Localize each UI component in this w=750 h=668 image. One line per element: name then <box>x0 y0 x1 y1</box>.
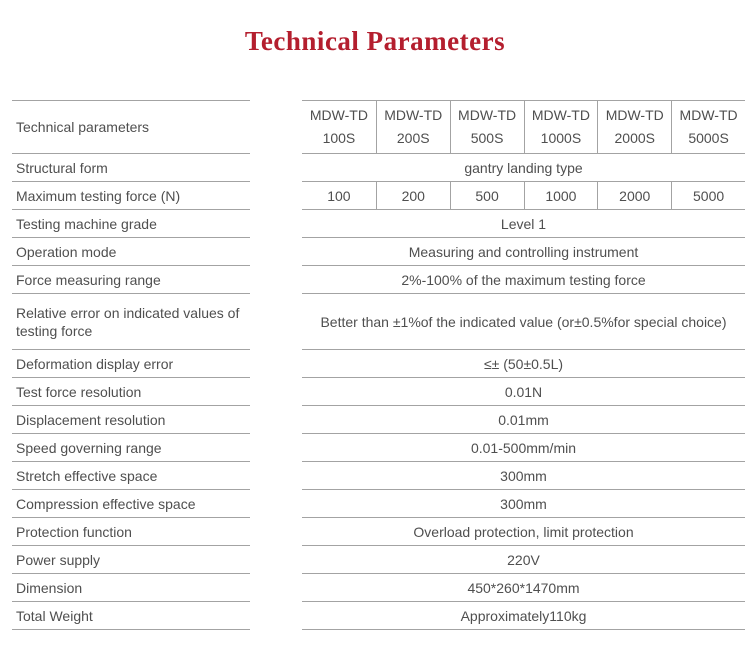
table-row-speed-governing-range <box>12 434 745 462</box>
row-label: Displacement resolution <box>12 406 250 434</box>
header-cell-2000s <box>597 101 671 153</box>
row-value: 450*260*1470mm <box>302 574 745 602</box>
row-label: Testing machine grade <box>12 210 250 238</box>
column-gap <box>250 100 302 154</box>
model-name: MDW-TD <box>309 107 368 123</box>
model-name: MDW-TD <box>384 107 443 123</box>
row-label: Maximum testing force (N) <box>12 182 250 210</box>
model-variant: 200S <box>396 130 430 146</box>
spec-table <box>12 100 745 630</box>
force-value-cells <box>302 182 745 210</box>
page-title: Technical Parameters <box>244 26 506 56</box>
header-cell-100s <box>302 101 376 153</box>
table-header-row <box>12 100 745 154</box>
table-row-machine-grade <box>12 210 745 238</box>
row-value: ≤± (50±0.5L) <box>302 350 745 378</box>
row-value: Level 1 <box>302 210 745 238</box>
force-cell: 200 <box>376 182 450 209</box>
table-row-displacement-resolution <box>12 406 745 434</box>
table-row-relative-error <box>12 294 745 350</box>
model-name: MDW-TD <box>531 107 590 123</box>
row-label: Relative error on indicated values of testing force <box>12 294 250 350</box>
row-value: 2%-100% of the maximum testing force <box>302 266 745 294</box>
row-value: Approximately110kg <box>302 602 745 630</box>
row-label: Deformation display error <box>12 350 250 378</box>
table-row-max-testing-force <box>12 182 745 210</box>
table-row-dimension <box>12 574 745 602</box>
force-cell: 1000 <box>524 182 598 209</box>
row-value: 0.01N <box>302 378 745 406</box>
row-label: Compression effective space <box>12 490 250 518</box>
force-cell: 2000 <box>597 182 671 209</box>
row-label: Power supply <box>12 546 250 574</box>
model-variant: 100S <box>322 130 356 146</box>
model-name: MDW-TD <box>605 107 664 123</box>
force-cell: 100 <box>327 187 351 204</box>
row-label: Structural form <box>12 154 250 182</box>
table-row-compression-space <box>12 490 745 518</box>
table-row-total-weight <box>12 602 745 630</box>
table-row-test-force-resolution <box>12 378 745 406</box>
header-cell-500s <box>450 101 524 153</box>
table-row-stretch-space <box>12 462 745 490</box>
force-cell: 5000 <box>671 182 745 209</box>
table-row-deformation-error <box>12 350 745 378</box>
row-label: Stretch effective space <box>12 462 250 490</box>
model-variant: 2000S <box>614 130 655 146</box>
model-name: MDW-TD <box>679 107 738 123</box>
row-value: gantry landing type <box>302 154 745 182</box>
table-row-structural-form <box>12 154 745 182</box>
table-row-protection-function <box>12 518 745 546</box>
row-label: Speed governing range <box>12 434 250 462</box>
table-row-operation-mode <box>12 238 745 266</box>
header-cell-1000s <box>524 101 598 153</box>
row-value: 220V <box>302 546 745 574</box>
row-value: 0.01mm <box>302 406 745 434</box>
row-label: Force measuring range <box>12 266 250 294</box>
row-value: 300mm <box>302 462 745 490</box>
header-corner-label: Technical parameters <box>12 100 250 154</box>
header-cell-5000s <box>671 101 745 153</box>
model-variant: 1000S <box>540 130 582 146</box>
header-model-cells <box>302 100 745 154</box>
row-value: Overload protection, limit protection <box>302 518 745 546</box>
model-variant: 500S <box>470 130 504 146</box>
row-label: Operation mode <box>12 238 250 266</box>
model-variant: 5000S <box>688 130 729 146</box>
force-cell: 500 <box>450 182 524 209</box>
row-value: 300mm <box>302 490 745 518</box>
table-row-power-supply <box>12 546 745 574</box>
model-name: MDW-TD <box>458 107 517 123</box>
row-label: Protection function <box>12 518 250 546</box>
row-label: Dimension <box>12 574 250 602</box>
row-value: 0.01-500mm/min <box>302 434 745 462</box>
row-label: Test force resolution <box>12 378 250 406</box>
row-value: Better than ±1%of the indicated value (or±0.5%for special choice) <box>302 294 745 350</box>
header-cell-200s <box>376 101 450 153</box>
row-label: Total Weight <box>12 602 250 630</box>
row-value: Measuring and controlling instrument <box>302 238 745 266</box>
table-row-force-measuring-range <box>12 266 745 294</box>
